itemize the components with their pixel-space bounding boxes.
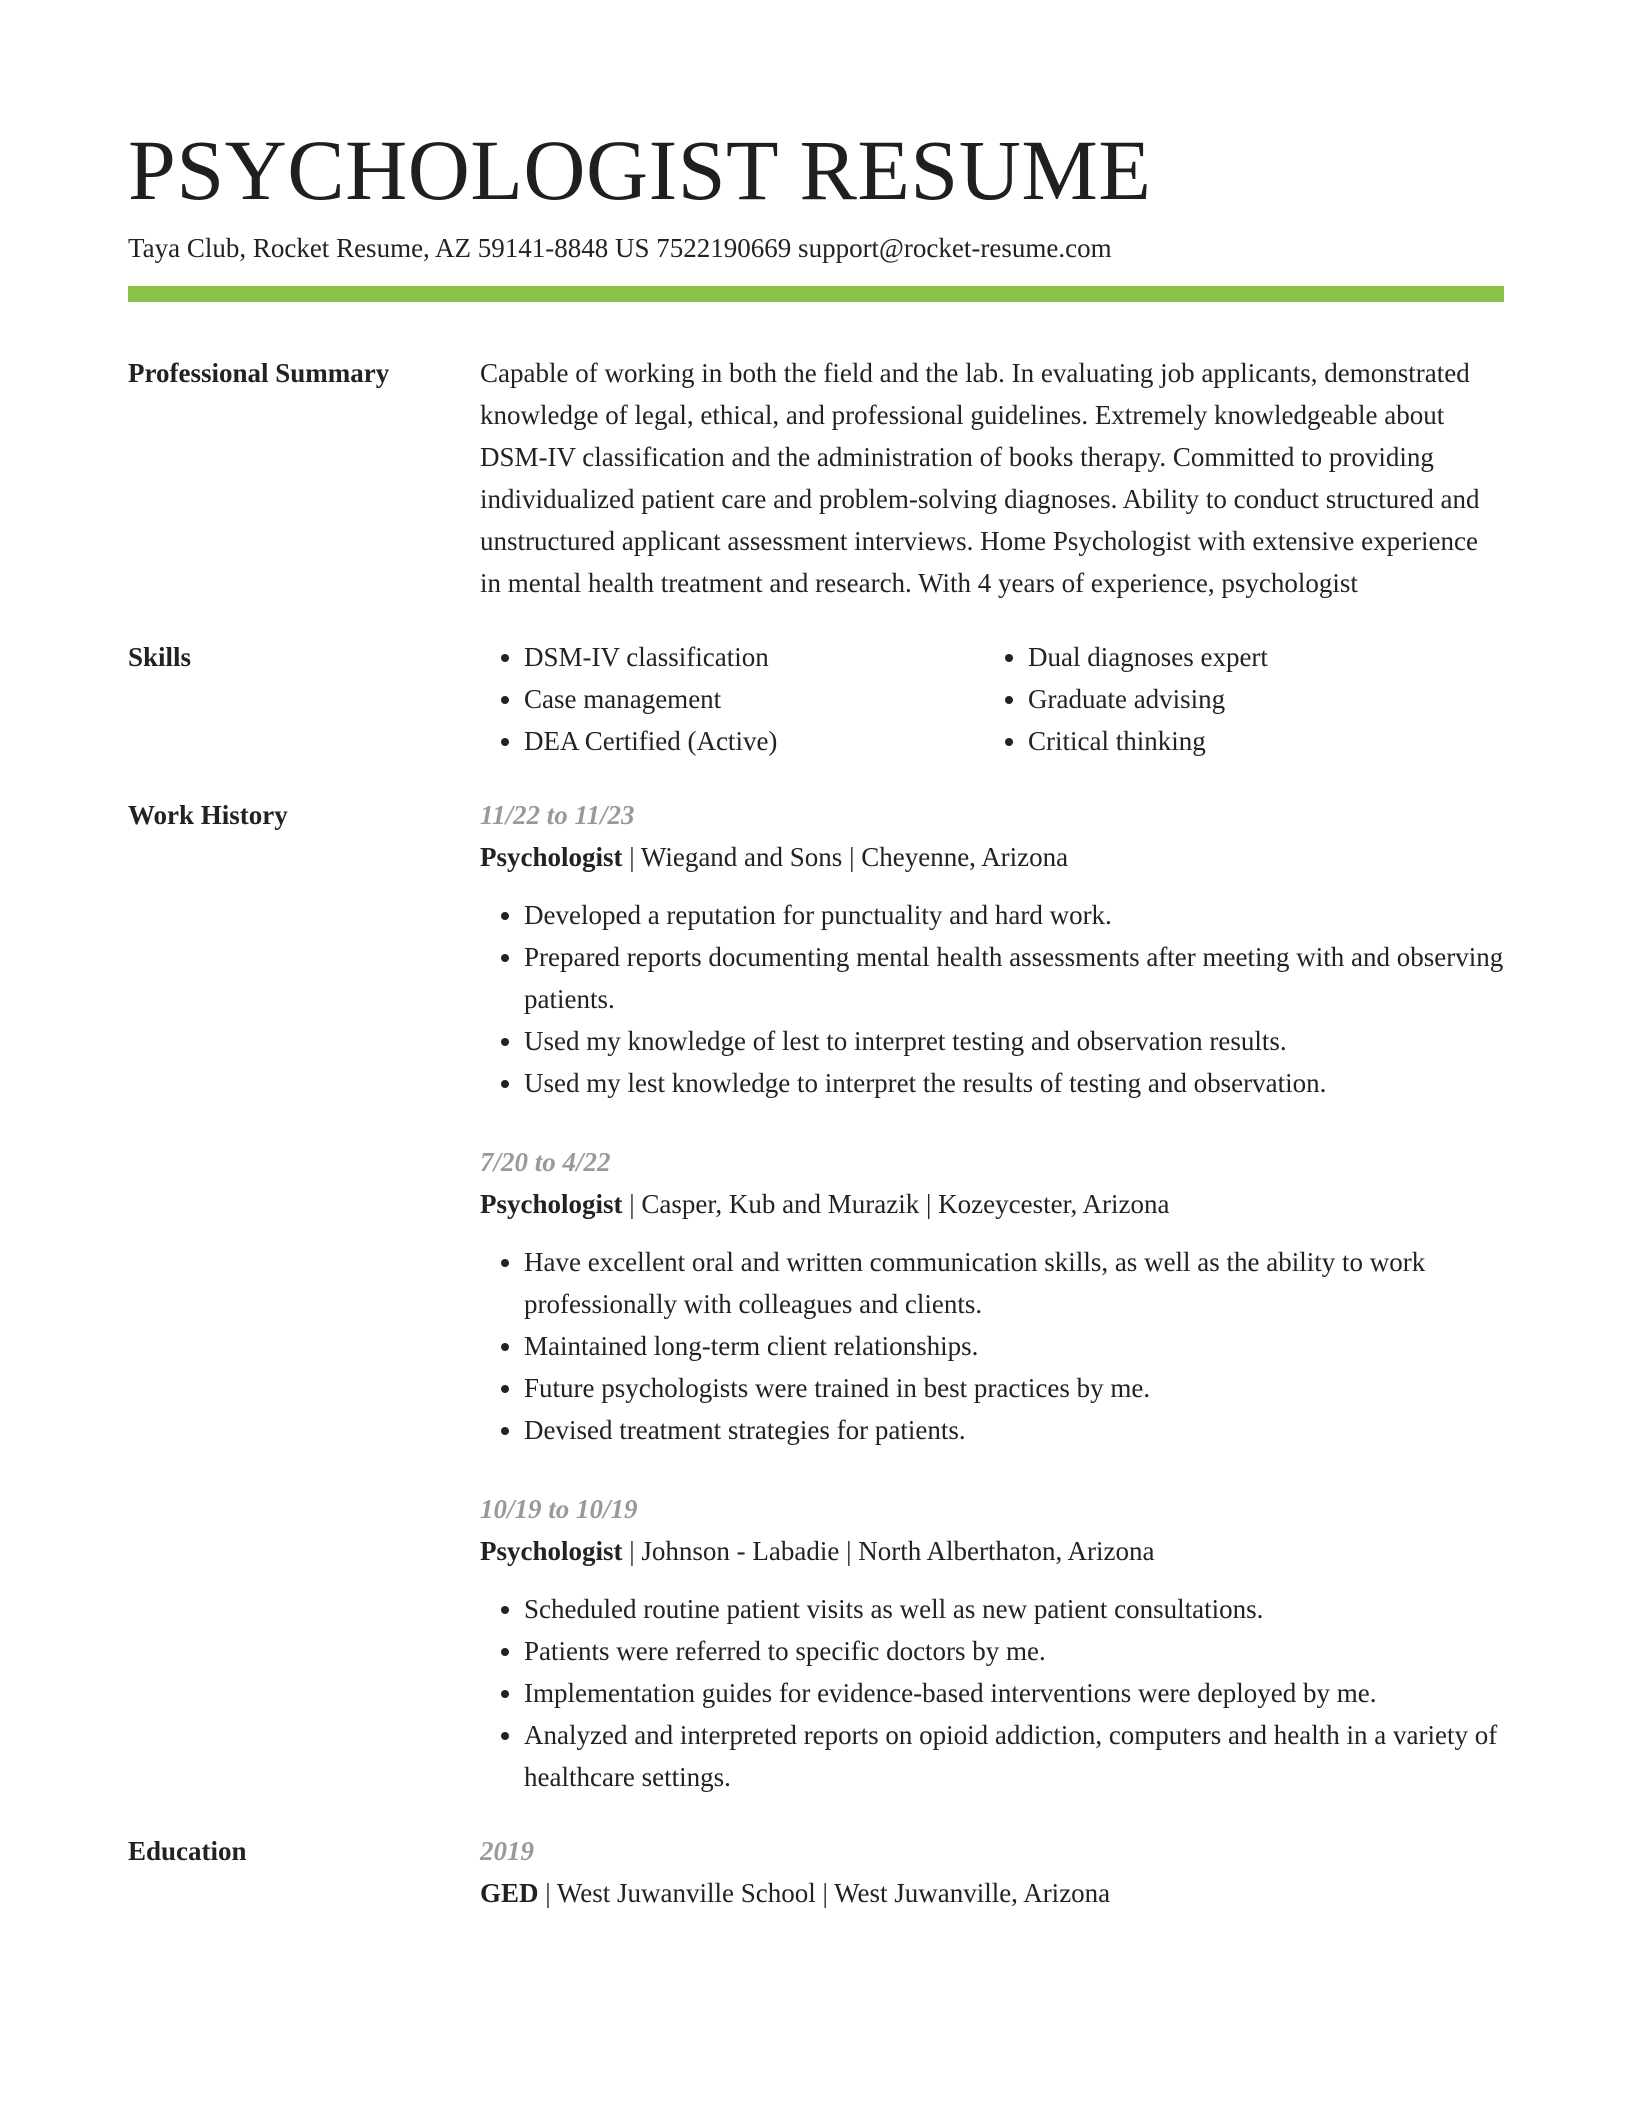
job-bullet: • Maintained long-term client relationships.	[524, 1325, 1504, 1367]
summary-section	[128, 352, 1504, 604]
education-date: 2019	[480, 1836, 534, 1866]
job-bullet: • Future psychologists were trained in best practices by me.	[524, 1367, 1504, 1409]
skills-label: Skills	[128, 642, 192, 672]
job-bullet: • Prepared reports documenting mental health assessments after meeting with and observing patients.	[524, 936, 1504, 1020]
education-entry	[480, 1830, 1504, 1914]
work-history-section	[128, 794, 1504, 1798]
contact-line: Taya Club, Rocket Resume, AZ 59141-8848 US 7522190669 support@rocket-resume.com	[128, 233, 1112, 263]
job-title-line	[480, 836, 1504, 878]
job-role: Psychologist	[480, 842, 623, 872]
skills-grid	[480, 636, 1504, 762]
resume-title: PSYCHOLOGIST RESUME	[128, 122, 1152, 218]
education-school-location: | West Juwanville School | West Juwanville, Arizona	[538, 1878, 1111, 1908]
summary-label: Professional Summary	[128, 358, 390, 388]
job-entry	[480, 794, 1504, 1104]
skill-item: • Case management	[524, 678, 984, 720]
job-date: 11/22 to 11/23	[480, 800, 635, 830]
resume-page	[128, 120, 1504, 1914]
education-line	[480, 1872, 1504, 1914]
job-bullet: • Developed a reputation for punctuality and hard work.	[524, 894, 1504, 936]
job-bullets	[480, 1241, 1504, 1451]
accent-divider	[128, 286, 1504, 302]
education-label: Education	[128, 1836, 247, 1866]
job-bullet: • Used my lest knowledge to interpret the results of testing and observation.	[524, 1062, 1504, 1104]
job-employer-location: | Johnson - Labadie | North Alberthaton, Arizona	[622, 1536, 1155, 1566]
job-bullet: • Scheduled routine patient visits as well as new patient consultations.	[524, 1588, 1504, 1630]
job-role: Psychologist	[480, 1536, 623, 1566]
job-bullets	[480, 1588, 1504, 1798]
education-section	[128, 1830, 1504, 1914]
job-bullet: • Devised treatment strategies for patients.	[524, 1409, 1504, 1451]
job-date: 7/20 to 4/22	[480, 1147, 611, 1177]
skill-item: • Graduate advising	[1028, 678, 1488, 720]
job-bullet: • Patients were referred to specific doctors by me.	[524, 1630, 1504, 1672]
skill-item: • DEA Certified (Active)	[524, 720, 984, 762]
job-employer-location: | Casper, Kub and Murazik | Kozeycester, Arizona	[622, 1189, 1170, 1219]
job-bullet: • Analyzed and interpreted reports on opioid addiction, computers and health in a variety of healthcare settings.	[524, 1714, 1504, 1798]
job-date: 10/19 to 10/19	[480, 1494, 638, 1524]
skill-item: • DSM-IV classification	[524, 636, 984, 678]
job-title-line	[480, 1183, 1504, 1225]
skill-item: • Dual diagnoses expert	[1028, 636, 1488, 678]
skills-column-left	[480, 636, 984, 762]
job-bullets	[480, 894, 1504, 1104]
job-entry	[480, 1141, 1504, 1451]
skills-section	[128, 636, 1504, 762]
work-history-label: Work History	[128, 800, 288, 830]
summary-text: Capable of working in both the field and the lab. In evaluating job applicants, demonstrated knowledge of legal, ethical, and professional guidelines. Extremely knowledgeable about DSM-IV classification and the administration of books therapy. Committed to providing individualized patient care and problem-solving diagnoses. Ability to conduct structured and unstructured applicant assessment interviews. Home Psychologist with extensive experience in mental health treatment and research. With 4 years of experience, psychologist	[480, 358, 1480, 598]
work-history-entries	[480, 794, 1504, 1798]
job-bullet: • Have excellent oral and written communication skills, as well as the ability to work professionally with colleagues and clients.	[524, 1241, 1504, 1325]
skills-column-right	[984, 636, 1488, 762]
job-bullet: • Implementation guides for evidence-based interventions were deployed by me.	[524, 1672, 1504, 1714]
education-degree: GED	[480, 1878, 539, 1908]
job-title-line	[480, 1530, 1504, 1572]
job-role: Psychologist	[480, 1189, 623, 1219]
skill-item: • Critical thinking	[1028, 720, 1488, 762]
job-bullet: • Used my knowledge of lest to interpret testing and observation results.	[524, 1020, 1504, 1062]
job-entry	[480, 1488, 1504, 1798]
job-employer-location: | Wiegand and Sons | Cheyenne, Arizona	[622, 842, 1069, 872]
skills-list	[480, 636, 1504, 762]
